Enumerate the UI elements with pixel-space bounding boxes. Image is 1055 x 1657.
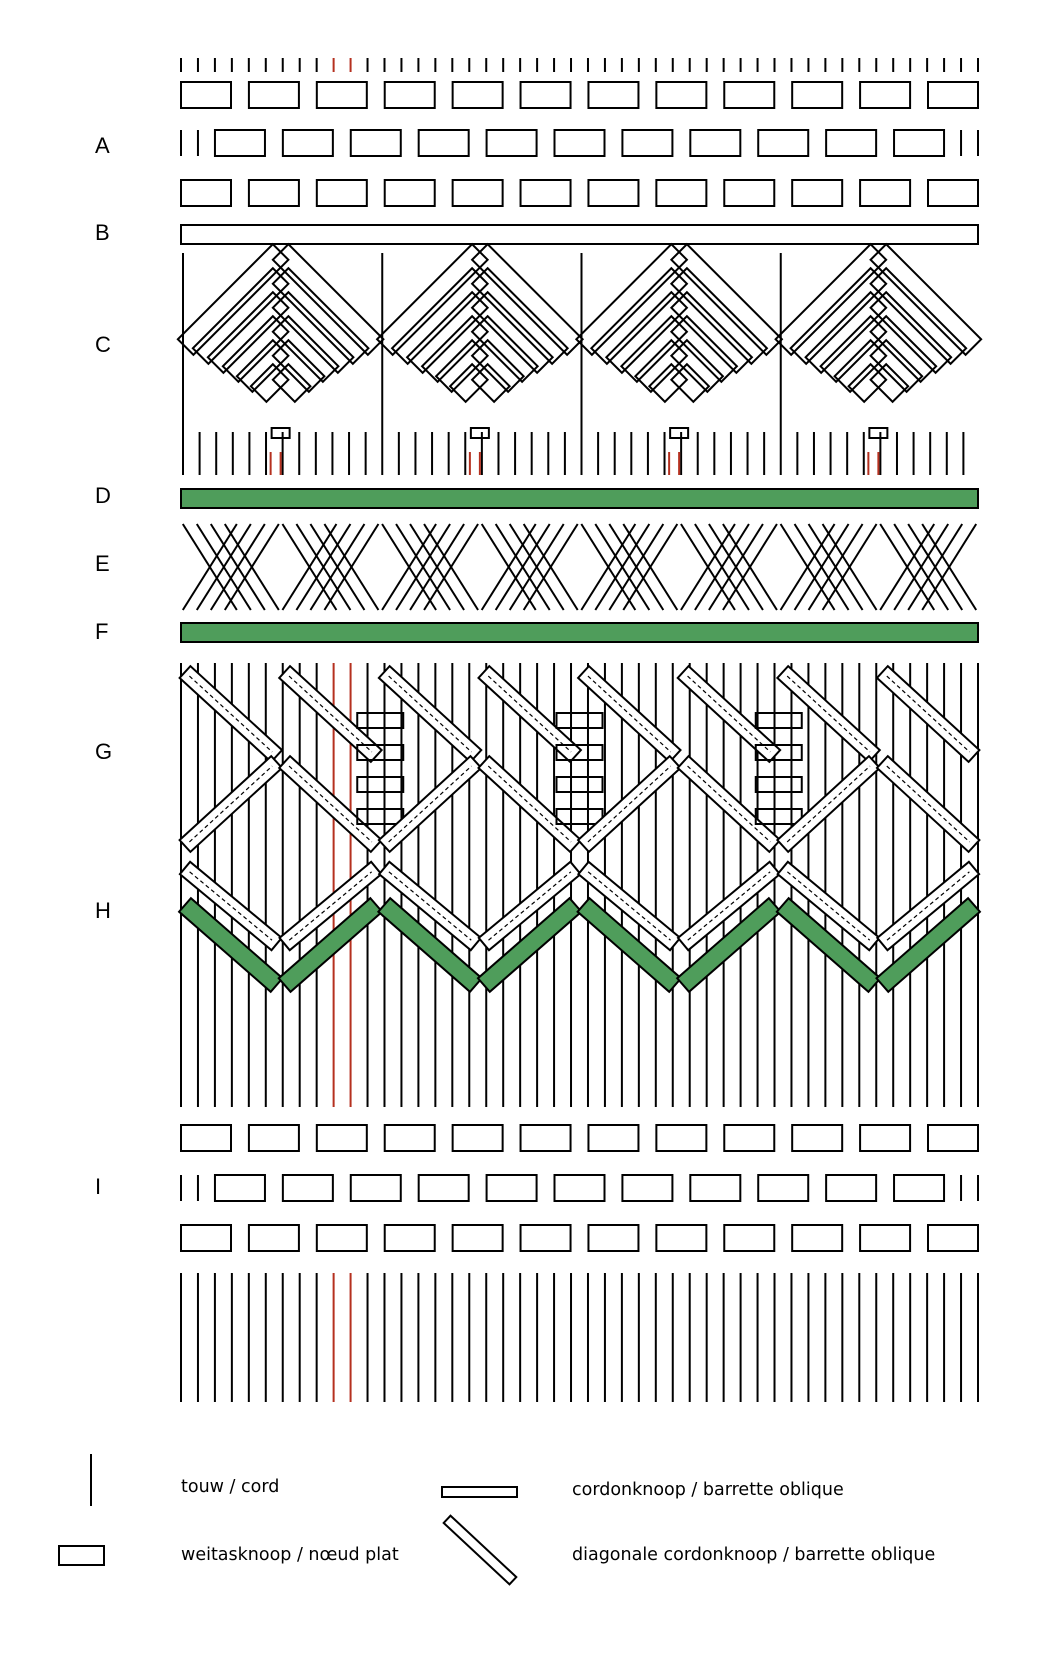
legend-horizontal-clove-label: cordonknoop / barrette oblique: [572, 1480, 844, 1500]
flat-knot: [928, 82, 978, 108]
flat-knot: [690, 130, 740, 156]
flat-knot: [792, 1125, 842, 1151]
row-label-d: D: [95, 483, 111, 508]
flat-knot: [317, 180, 367, 206]
flat-knot: [181, 1125, 231, 1151]
flat-knot: [860, 82, 910, 108]
flat-knot: [758, 1175, 808, 1201]
flat-knot: [756, 777, 802, 792]
flat-knot: [453, 180, 503, 206]
legend-flat-knot-label: weitasknoop / nœud plat: [181, 1545, 399, 1565]
row-label-b: B: [95, 220, 110, 245]
diagonal-clove-bar: [272, 428, 290, 438]
flat-knot: [588, 1225, 638, 1251]
flat-knot: [557, 777, 603, 792]
diagonal-clove-bar: [379, 756, 481, 852]
flat-knot: [351, 130, 401, 156]
flat-knot: [860, 180, 910, 206]
flat-knot: [756, 809, 802, 824]
flat-knot: [215, 1175, 265, 1201]
diagonal-clove-bar-outline: [272, 428, 290, 438]
flat-knot: [249, 1125, 299, 1151]
flat-knot: [453, 1225, 503, 1251]
flat-knot: [357, 713, 403, 728]
flat-knot: [487, 1175, 537, 1201]
diagonal-clove-bar-outline: [273, 340, 325, 392]
flat-knot: [656, 1125, 706, 1151]
row-labels: [95, 133, 112, 1199]
flat-knot: [385, 1125, 435, 1151]
flat-knot: [521, 180, 571, 206]
flat-knot: [215, 130, 265, 156]
flat-knot: [283, 1175, 333, 1201]
flat-knot: [249, 1225, 299, 1251]
flat-knot: [656, 82, 706, 108]
flat-knot: [453, 1125, 503, 1151]
diagonal-clove-bar: [678, 756, 780, 852]
flat-knot: [656, 180, 706, 206]
flat-knot: [928, 1225, 978, 1251]
flat-knot: [181, 82, 231, 108]
diagonal-clove-bar: [279, 756, 381, 852]
flat-knot: [283, 130, 333, 156]
flat-knot: [792, 1225, 842, 1251]
flat-knot: [487, 130, 537, 156]
flat-knot: [385, 180, 435, 206]
green-horizontal-bar-d: [181, 489, 978, 508]
legend: [59, 1454, 935, 1584]
pattern-body: [178, 58, 981, 1402]
flat-knot: [453, 82, 503, 108]
flat-knot: [724, 180, 774, 206]
legend-diagonal-clove-label: diagonale cordonknoop / barrette oblique: [572, 1545, 936, 1565]
flat-knot: [758, 130, 808, 156]
flat-knot: [181, 180, 231, 206]
flat-knot: [724, 1225, 774, 1251]
flat-knot-rect-icon: [59, 1546, 104, 1565]
diagonal-clove-bar: [273, 340, 325, 392]
flat-knot: [792, 82, 842, 108]
diagonal-clove-bar: [578, 756, 680, 852]
legend-cord-label: touw / cord: [181, 1477, 280, 1497]
flat-knot: [521, 1125, 571, 1151]
flat-knot: [555, 130, 605, 156]
diagonal-clove-bar-outline: [869, 428, 887, 438]
flat-knot: [385, 1225, 435, 1251]
row-label-h: H: [95, 898, 111, 923]
diagonal-bar-icon: [444, 1516, 517, 1585]
green-horizontal-bar-f: [181, 623, 978, 642]
diagonal-clove-bar: [671, 340, 723, 392]
flat-knot: [419, 130, 469, 156]
diagonal-clove-bar: [777, 756, 879, 852]
flat-knot: [588, 1125, 638, 1151]
flat-knot: [826, 130, 876, 156]
flat-knot: [588, 82, 638, 108]
flat-knot: [317, 1125, 367, 1151]
row-label-g: G: [95, 739, 113, 764]
flat-knot: [351, 1175, 401, 1201]
diagonal-clove-bar-outline: [472, 340, 524, 392]
row-label-a: A: [95, 133, 110, 158]
flat-knot: [622, 130, 672, 156]
diagonal-clove-bar: [471, 428, 489, 438]
flat-knot: [724, 1125, 774, 1151]
diagonal-clove-bar: [871, 340, 923, 392]
flat-knot: [826, 1175, 876, 1201]
diagonal-clove-bar-outline: [471, 428, 489, 438]
flat-knot: [724, 82, 774, 108]
flat-knot: [249, 180, 299, 206]
flat-knot: [756, 713, 802, 728]
horizontal-bar-icon: [442, 1487, 517, 1497]
flat-knot: [357, 809, 403, 824]
row-label-e: E: [95, 551, 110, 576]
flat-knot: [928, 1125, 978, 1151]
flat-knot: [690, 1175, 740, 1201]
row-label-i: I: [95, 1174, 102, 1199]
flat-knot: [894, 1175, 944, 1201]
flat-knot: [928, 180, 978, 206]
flat-knot: [419, 1175, 469, 1201]
diagonal-clove-bar: [472, 340, 524, 392]
flat-knot: [521, 1225, 571, 1251]
flat-knot: [860, 1225, 910, 1251]
row-label-f: F: [95, 619, 109, 644]
flat-knot: [894, 130, 944, 156]
flat-knot: [181, 1225, 231, 1251]
diagonal-clove-bar: [670, 428, 688, 438]
flat-knot: [357, 777, 403, 792]
flat-knot: [317, 82, 367, 108]
diagonal-clove-bar-outline: [871, 340, 923, 392]
flat-knot: [557, 713, 603, 728]
flat-knot: [385, 82, 435, 108]
flat-knot: [588, 180, 638, 206]
diagonal-clove-bar: [869, 428, 887, 438]
flat-knot: [622, 1175, 672, 1201]
flat-knot: [317, 1225, 367, 1251]
flat-knot: [860, 1125, 910, 1151]
diagonal-clove-bar-outline: [671, 340, 723, 392]
row-label-c: C: [95, 332, 111, 357]
horizontal-clove-bar-b: [181, 225, 978, 244]
diagonal-clove-bar-outline: [670, 428, 688, 438]
flat-knot: [249, 82, 299, 108]
flat-knot: [557, 809, 603, 824]
flat-knot: [792, 180, 842, 206]
diagonal-clove-bar: [478, 756, 580, 852]
flat-knot: [521, 82, 571, 108]
flat-knot: [656, 1225, 706, 1251]
flat-knot: [555, 1175, 605, 1201]
